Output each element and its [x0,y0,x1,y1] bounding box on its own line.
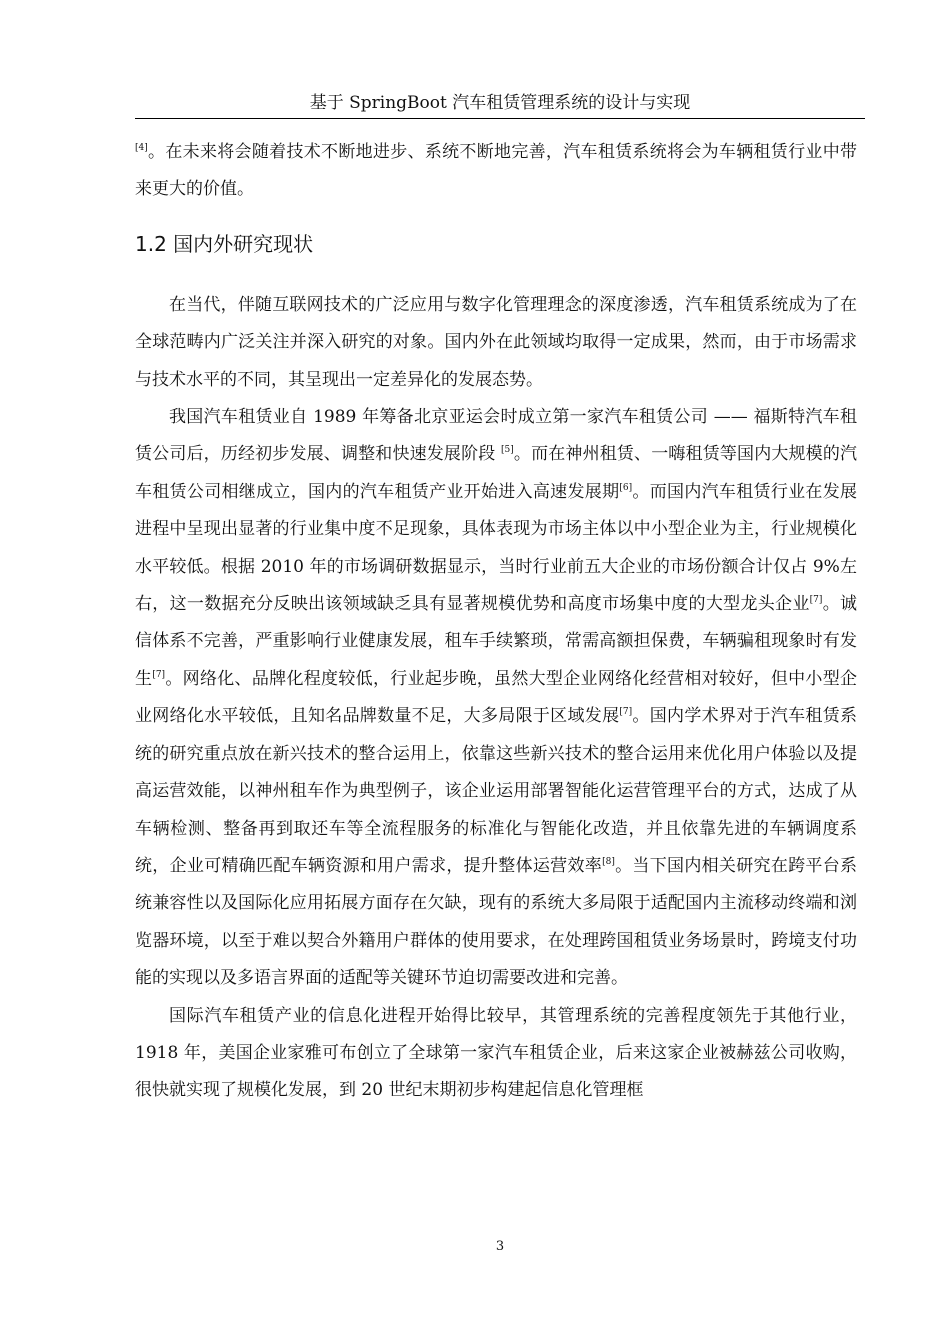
paragraph-text: 。国内学术界对于汽车租赁系统的研究重点放在新兴技术的整合运用上，依靠这些新兴技术的整合运用来优化用户体验以及提高运营效能，以神州租车作为典型例子，该企业运用部署智能化运营管理平台的方式，达成了从车辆检测、整备再到取还车等全流程服务的标准化与智能化改造，并且依靠先进的车辆调度系统，企业可精确匹配车辆资源和用户需求，提升整体运营效率 [135,706,858,876]
citation[interactable]: [4] [135,143,148,153]
paragraph-text: 。在未来将会随着技术不断地进步、系统不断地完善，汽车租赁系统将会为车辆租赁行业中带来更大的价值。 [135,142,857,200]
citation[interactable]: [8] [602,856,615,867]
page-body [135,134,857,1110]
citation[interactable]: [7] [809,595,823,606]
paragraph-international [135,998,857,1110]
section-heading: 1.2 国内外研究现状 [135,231,314,256]
paragraph-text: 。而在神州租赁、一嗨租赁等国内大规模的汽车租赁公司相继成立，国内的汽车租赁产业开始进入高速发展期 [135,444,858,502]
paragraph-continuation [135,134,857,209]
paragraph-intro [135,287,857,399]
citation[interactable]: [7] [152,669,166,680]
paragraph-text: 。网络化、品牌化程度较低，行业起步晚，虽然大型企业网络化经营相对较好，但中小型企业网络化水平较低，且知名品牌数量不足，大多局限于区域发展 [135,668,858,727]
paragraph-text: 。而国内汽车租赁行业在发展进程中呈现出显著的行业集中度不足现象，具体表现为市场主体以中小型企业为主，行业规模化水平较低。根据 2010 年的市场调研数据显示，当时行业前五大企业的市场份额合计仅占 9%左右，这一数据充分反映出该领域缺乏具有显著规模优势和高度市场集中度的大型龙头企业 [135,481,858,615]
header-rule [135,118,865,119]
citation[interactable]: [7] [619,707,633,718]
paragraph-text: 国际汽车租赁产业的信息化进程开始得比较早，其管理系统的完善程度领先于其他行业，1918 年，美国企业家雅可布创立了全球第一家汽车租赁企业，后来这家企业被赫兹公司收购，很快就实现了规模化发展，到 20 世纪末期初步构建起信息化管理框 [135,1005,857,1101]
citation[interactable]: [6] [619,482,633,493]
paragraph-domestic [135,399,857,998]
running-header: 基于 SpringBoot 汽车租赁管理系统的设计与实现 [309,93,691,113]
paragraph-text: 。诚信体系不完善，严重影响行业健康发展，租车手续繁琐，常需高额担保费，车辆骗租现象时有发生 [135,594,858,689]
paragraph-text: 在当代，伴随互联网技术的广泛应用与数字化管理理念的深度渗透，汽车租赁系统成为了在全球范畴内广泛关注并深入研究的对象。国内外在此领域均取得一定成果，然而，由于市场需求与技术水平的不同，其呈现出一定差异化的发展态势。 [135,294,857,390]
page-number: 3 [495,1239,505,1254]
paragraph-text: 。当下国内相关研究在跨平台系统兼容性以及国际化应用拓展方面存在欠缺，现有的系统大多局限于适配国内主流移动终端和浏览器环境，以至于难以契合外籍用户群体的使用要求，在处理跨国租赁业务场景时，跨境支付功能的实现以及多语言界面的适配等关键环节迫切需要改进和完善。 [135,855,858,989]
citation[interactable]: [5] [501,445,514,456]
paragraph-text: 我国汽车租赁业自 1989 年筹备北京亚运会时成立第一家汽车租赁公司 —— 福斯特汽车租赁公司后，历经初步发展、调整和快速发展阶段 [135,407,857,465]
